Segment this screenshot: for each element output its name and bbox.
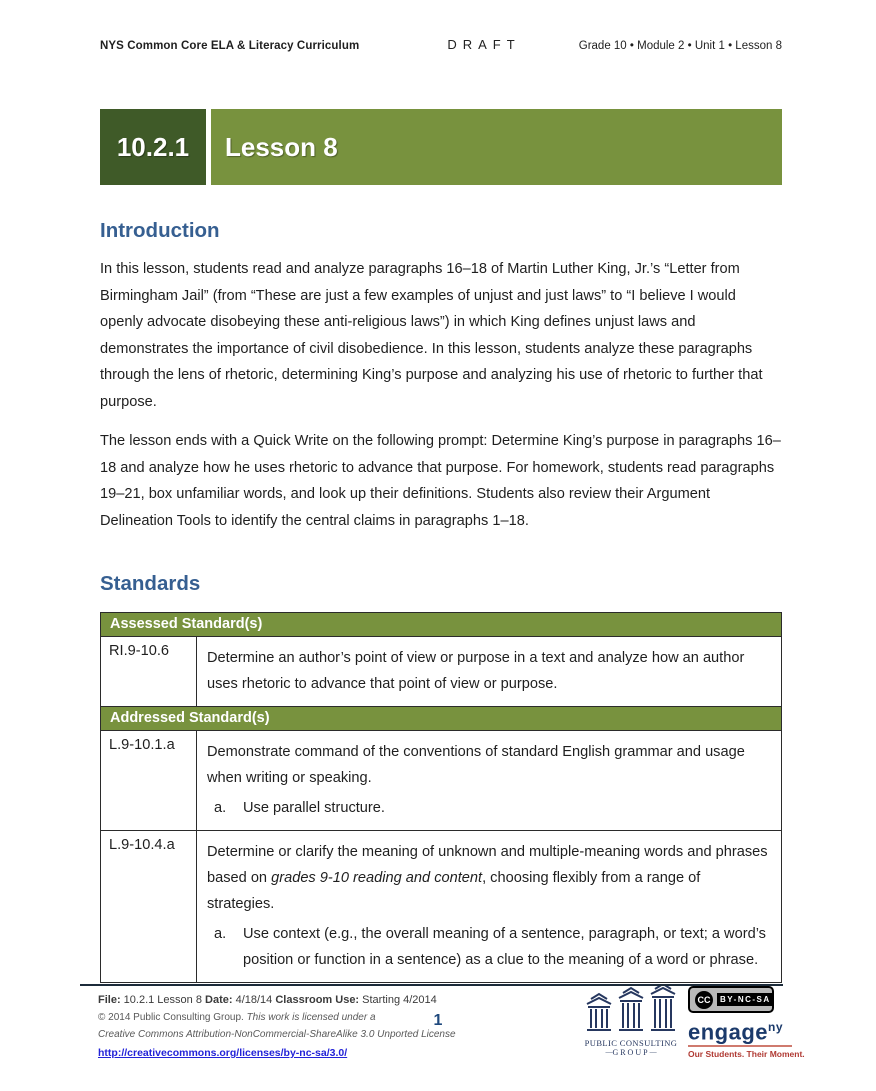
standard-code: L.9-10.4.a — [101, 831, 197, 983]
standard-paragraph: Demonstrate command of the conventions of standard English grammar and usage when writing or speaking. — [207, 744, 745, 786]
engage-word: engage — [688, 1019, 769, 1045]
standards-row — [101, 831, 782, 983]
header-grade-module-unit-lesson: Grade 10 • Module 2 • Unit 1 • Lesson 8 — [578, 40, 782, 52]
table-section-header: Assessed Standard(s) — [101, 613, 782, 637]
lesson-code: 10.2.1 — [100, 109, 206, 185]
cc-and-engageny-logos — [688, 986, 805, 1060]
public-consulting-group-logo — [580, 986, 682, 1057]
pcg-columns-icon — [583, 986, 679, 1032]
engage-ny-superscript: ny — [768, 1020, 784, 1034]
cc-terms-label: BY-NC-SA — [717, 993, 774, 1006]
footer-logos — [580, 986, 805, 1060]
standard-code: RI.9-10.6 — [101, 637, 197, 707]
cc-icon: CC — [695, 991, 713, 1009]
table-section-header: Addressed Standard(s) — [101, 707, 782, 731]
standards-heading: Standards — [100, 572, 201, 595]
list-marker: a. — [214, 800, 227, 816]
standard-sub-item: a. Use context (e.g., the overall meaning of a sentence, paragraph, or text; a word’s position or function in a sentence) as a clue to the meaning of a word or phrase. — [207, 921, 771, 973]
engageny-tagline: Our Students. Their Moment. — [688, 1049, 805, 1060]
lesson-banner — [100, 109, 782, 185]
engageny-red-rule — [688, 1045, 792, 1047]
standard-paragraph: Determine an author’s point of view or purpose in a text and analyze how an author uses rhetoric to advance that point of view or purpose. — [207, 650, 745, 692]
footer-copyright-line: © 2014 Public Consulting Group. This work is licensed under a — [98, 1012, 376, 1023]
introduction-paragraph-2: The lesson ends with a Quick Write on the following prompt: Determine King’s purpose in paragraphs 16–18 and analyze how he uses rhetoric to advance that purpose. For homework, students read paragraphs 19–21, box unfamiliar words, and look up their definitions. Students also review their Argument Delineation Tools to identify the central claims in paragraphs 1–18. — [100, 433, 781, 529]
standards-table — [100, 612, 782, 983]
engageny-logo — [688, 1016, 792, 1043]
list-marker: a. — [214, 926, 227, 942]
footer-file-info — [98, 992, 518, 1061]
standards-row — [101, 637, 782, 707]
header-curriculum-title: NYS Common Core ELA & Literacy Curriculum — [100, 40, 360, 52]
standard-description — [197, 731, 782, 831]
introduction-heading: Introduction — [100, 219, 220, 242]
page-content — [0, 219, 876, 983]
standards-row — [101, 731, 782, 831]
running-header — [0, 0, 876, 52]
introduction-paragraph-1: In this lesson, students read and analyze paragraphs 16–18 of Martin Luther King, Jr.’s “Letter from Birmingham Jail” (from “These are just a few examples of unjust and just laws” to “I believe I would openly advocate disobeying these anti-religious laws”) in which King defines unjust laws and demonstrates the importance of civil disobedience. In this lesson, students analyze these paragraphs through the lens of rhetoric, determining King’s purpose and analyzing his use of rhetoric to further that purpose. — [100, 261, 763, 410]
creative-commons-link[interactable]: http://creativecommons.org/licenses/by-nc-sa/3.0/ — [98, 1047, 348, 1059]
creative-commons-badge — [688, 986, 774, 1013]
standard-code: L.9-10.1.a — [101, 731, 197, 831]
standard-sub-item: a. Use parallel structure. — [207, 795, 771, 821]
footer-license-line: Creative Commons Attribution-NonCommercial-ShareAlike 3.0 Unported License — [98, 1029, 456, 1040]
standard-description — [197, 637, 782, 707]
page-number: 1 — [433, 1012, 443, 1029]
standards-table-body — [101, 613, 782, 983]
footer-file-line: File: 10.2.1 Lesson 8 Date: 4/18/14 Classroom Use: Starting 4/2014 — [98, 994, 437, 1006]
pcg-group-text: — GROUP — — [580, 1048, 682, 1057]
lesson-title: Lesson 8 — [211, 109, 782, 185]
standard-paragraph: Determine or clarify the meaning of unknown and multiple-meaning words and phrases based on grades 9-10 reading and content, choosing flexibly from a range of strategies. — [207, 844, 768, 912]
pcg-name-text: PUBLIC CONSULTING — [584, 1038, 678, 1048]
header-draft-label: DRAFT — [447, 37, 521, 52]
standard-description — [197, 831, 782, 983]
